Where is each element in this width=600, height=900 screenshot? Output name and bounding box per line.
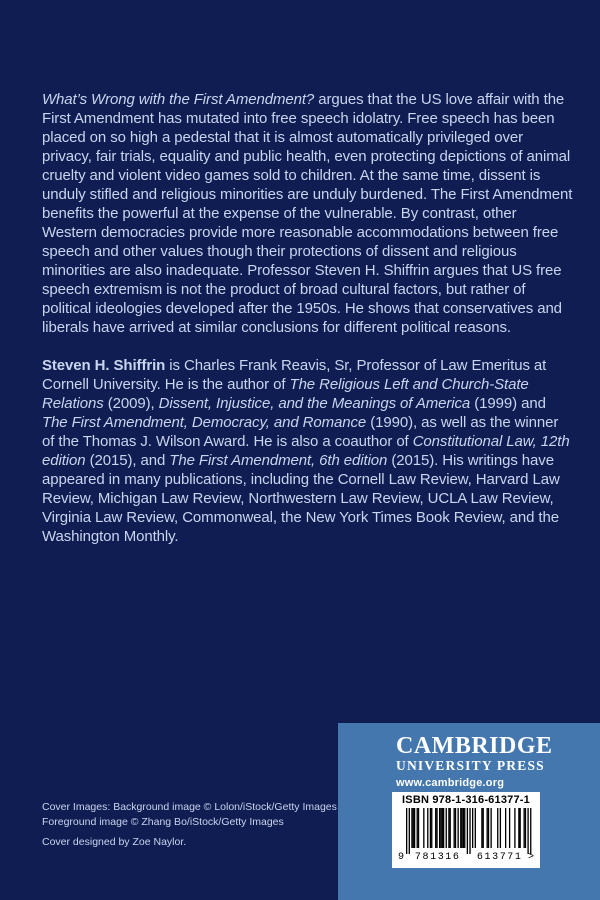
publisher-name: CAMBRIDGE <box>396 733 553 759</box>
publisher-subtitle: UNIVERSITY PRESS <box>396 758 545 773</box>
credit-line-background-image: Cover Images: Background image © Lolon/iStock/Getty Images <box>42 801 337 813</box>
svg-text:9: 9 <box>398 852 405 863</box>
isbn-barcode <box>392 792 540 868</box>
publisher-panel <box>338 723 600 900</box>
svg-text:781316: 781316 <box>414 852 461 863</box>
cambridge-logo <box>338 723 600 790</box>
credit-line-designer: Cover designed by Zoe Naylor. <box>42 836 187 848</box>
author-bio-paragraph: Steven H. Shiffrin is Charles Frank Reavis, Sr, Professor of Law Emeritus at Cornell University. He is the author of The Religious Left and Church-State Relations (2009), Dissent, Injustice, and the Meanings of America (1999) and The First Amendment, Democracy, and Romance (1990), as well as the winner of the Thomas J. Wilson Award. He is also a coauthor of Constitutional Law, 12th edition (2015), and The First Amendment, 6th edition (2015). His writings have appeared in many publications, including the Cornell Law Review, Harvard Law Review, Michigan Law Review, Northwestern Law Review, UCLA Law Review, Virginia Law Review, Commonweal, the New York Times Book Review, and the Washington Monthly. <box>42 357 570 545</box>
ean13-barcode-icon <box>398 808 534 866</box>
cover-credits <box>42 800 342 850</box>
svg-text:>: > <box>527 852 534 863</box>
credit-line-foreground-image: Foreground image © Zhang Bo/iStock/Getty Images <box>42 816 284 828</box>
isbn-number-label: ISBN 978-1-316-61377-1 <box>402 794 530 806</box>
svg-text:613771: 613771 <box>476 852 523 863</box>
synopsis-paragraph: What’s Wrong with the First Amendment? argues that the US love affair with the First Amendment has mutated into free speech idolatry. Free speech has been placed on so high a pedestal that it is almost automatically privileged over privacy, fair trials, equality and public health, even protecting depictions of animal cruelty and violent video games sold to children. At the same time, dissent is unduly stifled and religious minorities are unduly burdened. The First Amendment benefits the powerful at the expense of the vulnerable. By contrast, other Western democracies provide more reasonable accommodations between free speech and other values though their protections of dissent and religious minorities are also inadequate. Professor Steven H. Shiffrin argues that US free speech extremism is not the product of broad cultural factors, but rather of political ideologies developed after the 1950s. He shows that conservatives and liberals have arrived at similar conclusions for different political reasons. <box>42 91 573 336</box>
publisher-website: www.cambridge.org <box>396 777 505 789</box>
